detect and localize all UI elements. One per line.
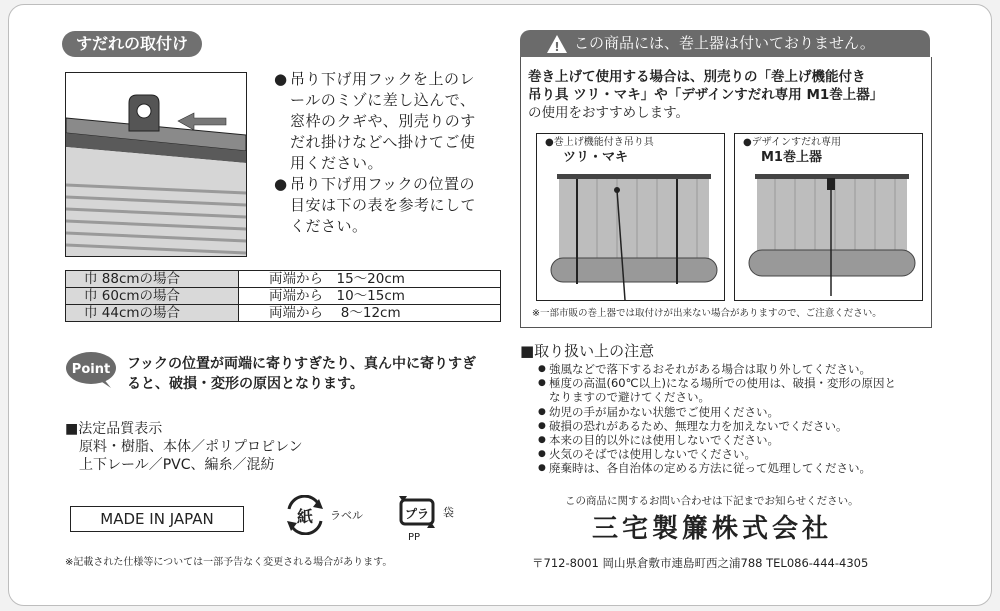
company-name: 三宅製簾株式会社 bbox=[592, 514, 833, 544]
installation-instructions bbox=[274, 69, 489, 237]
caution-item bbox=[538, 447, 938, 461]
speech-bubble-icon bbox=[65, 350, 119, 390]
caution-text: 強風などで落下するおそれがある場合は取り外してください。 bbox=[549, 362, 871, 376]
made-in-japan-box: MADE IN JAPAN bbox=[70, 506, 244, 532]
winder-compatibility-note: ※一部市販の巻上器では取付けが出来ない場合がありますので、ご注意ください。 bbox=[532, 308, 882, 319]
table-row bbox=[66, 271, 501, 288]
spec-change-footnote: ※記載された仕様等については一部予告なく変更される場合があります。 bbox=[65, 557, 393, 568]
bullet-icon: ● bbox=[538, 364, 546, 374]
tsurimaki-illustration bbox=[537, 134, 724, 300]
quality-label-section bbox=[65, 420, 303, 474]
intro-line: 吊り具 ツリ・マキ」や「デザインすだれ専用 M1巻上器」 bbox=[528, 87, 884, 103]
bullet-icon: ● bbox=[538, 406, 546, 417]
caution-item bbox=[538, 376, 938, 390]
paper-mark-label: ラベル bbox=[330, 509, 363, 522]
caution-text: 廃棄時は、各自治体の定める方法に従って処理してください。 bbox=[549, 461, 871, 476]
paper-mark-text: 紙 bbox=[296, 507, 314, 526]
bullet-icon: ● bbox=[538, 463, 546, 474]
intro-line: の使用をおすすめします。 bbox=[528, 105, 690, 121]
product-name: M1巻上器 bbox=[761, 150, 822, 165]
installation-illustration bbox=[65, 72, 247, 257]
instruction-item bbox=[274, 69, 489, 174]
quality-line: 上下レール／PVC、編糸／混紡 bbox=[79, 457, 275, 473]
instruction-item bbox=[274, 174, 489, 237]
instruction-text: 吊り下げ用フックを上のレールのミゾに差し込んで、窓枠のクギや、別売りのすだれ掛けなどへ掛けてご使用ください。 bbox=[290, 70, 476, 172]
bullet-icon: ● bbox=[274, 175, 288, 193]
width-cell: 巾 44cmの場合 bbox=[66, 305, 239, 322]
caution-text: 破損の恐れがあるため、無理な力を加えないでください。 bbox=[549, 418, 848, 433]
caution-list bbox=[538, 362, 938, 476]
company-address: 〒712-8001 岡山県倉敷市連島町西之浦788 TEL086-444-4305 bbox=[532, 556, 869, 570]
quality-heading: ■法定品質表示 bbox=[65, 421, 163, 437]
warning-triangle-icon bbox=[546, 34, 568, 54]
point-badge bbox=[65, 350, 119, 390]
product-category: ●デザインすだれ専用 bbox=[743, 137, 842, 148]
caution-text: 極度の高温(60℃以上)になる場所での使用は、破損・変形の原因と bbox=[549, 376, 897, 391]
instruction-text: 吊り下げ用フックの位置の目安は下の表を参考にしてください。 bbox=[290, 175, 477, 235]
caution-heading: ■取り扱い上の注意 bbox=[520, 342, 655, 360]
position-cell: 両端から 8〜12cm bbox=[239, 305, 501, 322]
plastic-mark-label: 袋 bbox=[443, 506, 454, 519]
product-category: ●巻上げ機能付き吊り具 bbox=[545, 137, 654, 148]
quality-line: 原料・樹脂、本体／ポリプロピレン bbox=[79, 439, 303, 455]
caution-text: 幼児の手が届かない状態でご使用ください。 bbox=[549, 404, 779, 419]
caution-item-continued bbox=[538, 390, 938, 404]
product-name: ツリ・マキ bbox=[563, 150, 629, 165]
plastic-recycle-icon bbox=[395, 492, 439, 532]
bullet-icon: ● bbox=[538, 449, 546, 460]
caution-text: 本来の目的以外には使用しないでください。 bbox=[549, 433, 779, 448]
caution-text: 火気のそばでは使用しないでください。 bbox=[549, 447, 756, 462]
hook-rail-drawing bbox=[66, 73, 246, 256]
table-row bbox=[66, 288, 501, 305]
position-cell: 両端から 10〜15cm bbox=[239, 288, 501, 305]
bullet-icon: ● bbox=[274, 70, 288, 88]
caution-item bbox=[538, 419, 938, 433]
caution-item bbox=[538, 461, 938, 475]
hook-position-table bbox=[65, 270, 501, 322]
plastic-recycle-mark bbox=[395, 492, 475, 546]
width-cell: 巾 60cmの場合 bbox=[66, 288, 239, 305]
warning-mark: ! bbox=[554, 40, 560, 54]
contact-note: この商品に関するお問い合わせは下記までお知らせください。 bbox=[565, 495, 859, 507]
plastic-mark-sub: PP bbox=[408, 532, 421, 543]
paper-recycle-icon bbox=[283, 495, 327, 535]
caution-text: なりますので避けてください。 bbox=[549, 390, 710, 405]
bullet-icon: ● bbox=[538, 420, 546, 431]
point-label: Point bbox=[71, 362, 111, 377]
warning-header bbox=[520, 30, 930, 57]
warning-title: この商品には、巻上器は付いておりません。 bbox=[574, 34, 875, 52]
caution-item bbox=[538, 362, 938, 376]
bullet-icon: ● bbox=[538, 378, 546, 389]
caution-item bbox=[538, 405, 938, 419]
position-cell: 両端から 15〜20cm bbox=[239, 271, 501, 288]
paper-recycle-mark bbox=[283, 495, 373, 535]
caution-item bbox=[538, 433, 938, 447]
bullet-icon: ● bbox=[538, 435, 546, 446]
point-text: フックの位置が両端に寄りすぎたり、真ん中に寄りすぎると、破損・変形の原因となります。 bbox=[127, 356, 477, 392]
section-title-installation: すだれの取付け bbox=[62, 31, 202, 57]
intro-line: 巻き上げて使用する場合は、別売りの「巻上げ機能付き bbox=[528, 69, 866, 85]
width-cell: 巾 88cmの場合 bbox=[66, 271, 239, 288]
table-row bbox=[66, 305, 501, 322]
winder-recommendation bbox=[528, 68, 928, 122]
plastic-mark-text: プラ bbox=[404, 507, 430, 521]
product-card-tsurimaki bbox=[536, 133, 725, 301]
product-card-m1-winder bbox=[734, 133, 923, 301]
m1-winder-illustration bbox=[735, 134, 922, 300]
